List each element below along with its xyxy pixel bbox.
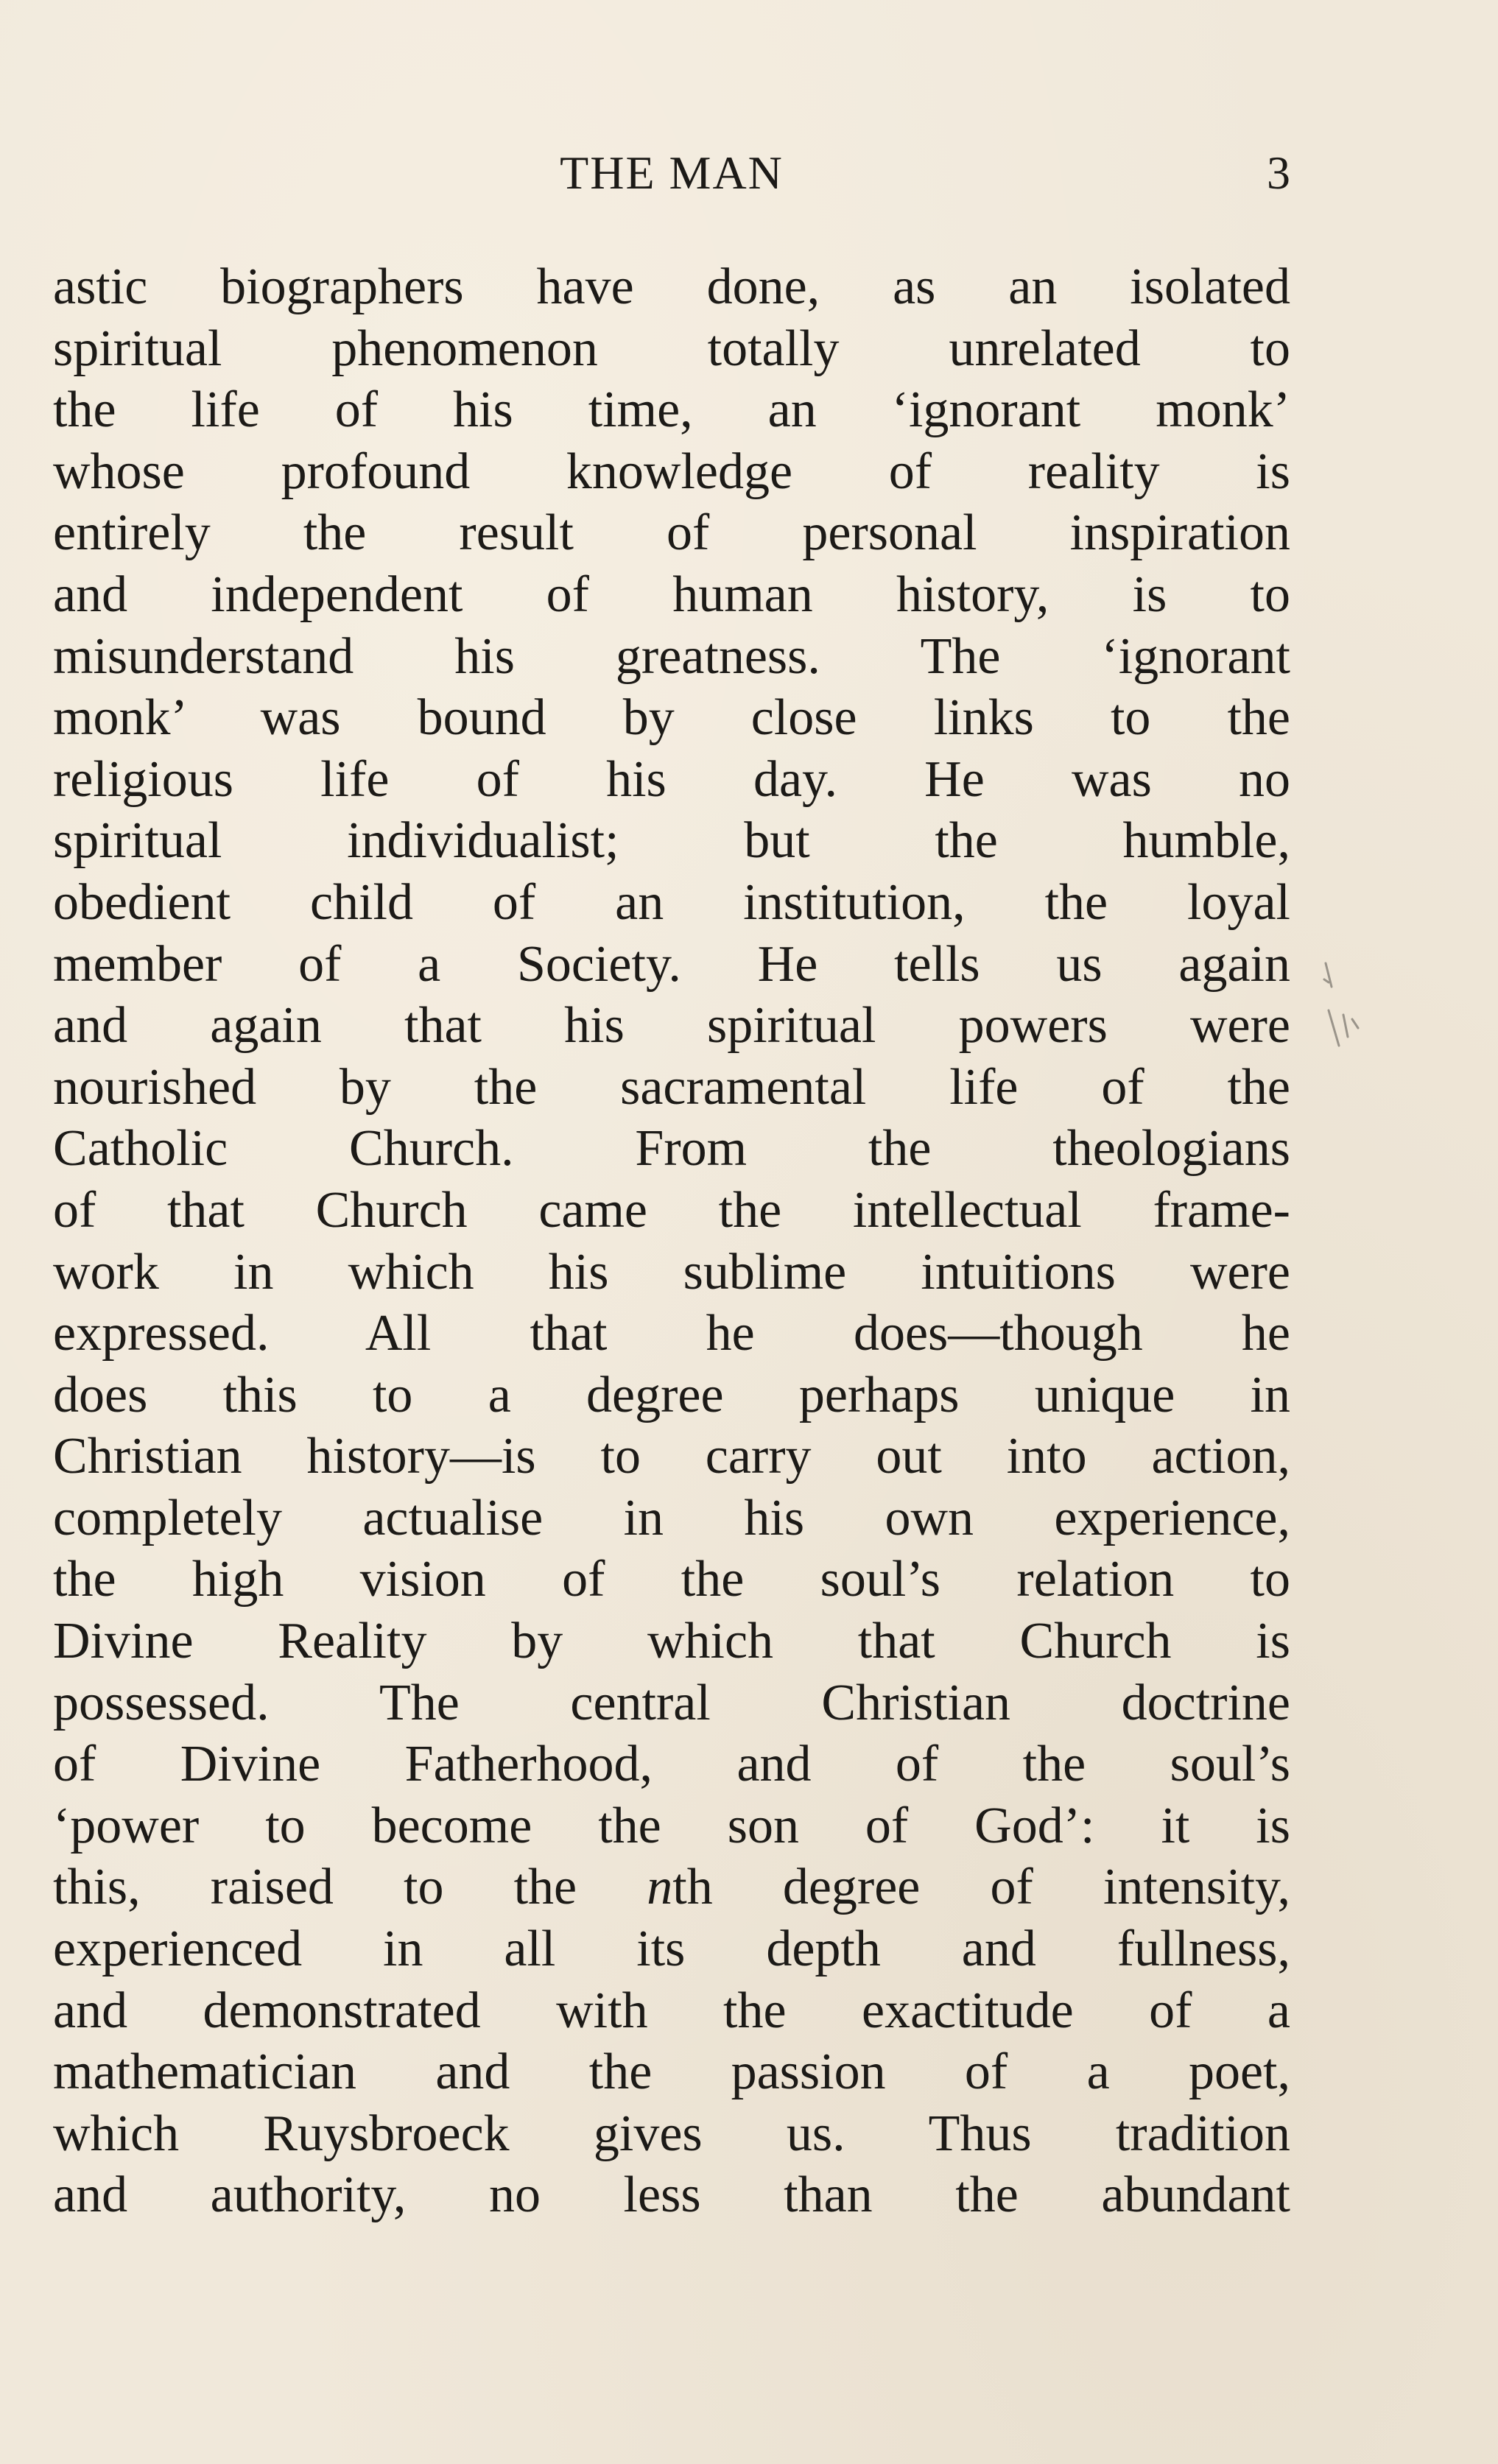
text-line-31: which Ruysbroeck gives us. Thus tradition	[53, 2105, 1290, 2162]
margin-pencil-mark	[1318, 957, 1399, 1060]
running-title: THE MAN	[560, 147, 784, 199]
text-line-23: Divine Reality by which that Church is	[53, 1613, 1290, 1670]
text-line-8: monk’ was bound by close links to the	[53, 689, 1290, 747]
text-line-6: and independent of human history, is to	[53, 566, 1290, 623]
italic-n: n	[647, 1859, 673, 1916]
text-line-13: and again that his spiritual powers were	[53, 997, 1290, 1055]
text-line-25: of Divine Fatherhood, and of the soul’s	[53, 1736, 1290, 1793]
text-line-26: ‘power to become the son of God’: it is	[53, 1797, 1290, 1854]
text-line-5: entirely the result of personal inspiration	[53, 504, 1290, 562]
text-line-4: whose profound knowledge of reality is	[53, 443, 1290, 500]
text-line-2: spiritual phenomenon totally unrelated to	[53, 320, 1290, 377]
text-line-29: and demonstrated with the exactitude of a	[53, 1982, 1290, 2039]
text-line-19: does this to a degree perhaps unique in	[53, 1366, 1290, 1423]
text-line-3: the life of his time, an ‘ignorant monk’	[53, 381, 1290, 439]
text-line-24: possessed. The central Christian doctrine	[53, 1674, 1290, 1731]
text-line-30: mathematician and the passion of a poet,	[53, 2044, 1290, 2101]
text-line-28: experienced in all its depth and fullness,	[53, 1921, 1290, 1978]
text-line-27-start: this, raised to the	[53, 1859, 577, 1916]
text-line-1: astic biographers have done, as an isolated	[53, 258, 1290, 315]
text-line-12: member of a Society. He tells us again	[53, 935, 1290, 993]
text-line-14: nourished by the sacramental life of the	[53, 1058, 1290, 1116]
text-line-15: Catholic Church. From the theologians	[53, 1120, 1290, 1178]
text-line-7: misunderstand his greatness. The ‘ignorant	[53, 627, 1290, 685]
text-line-21: completely actualise in his own experience,	[53, 1489, 1290, 1546]
text-line-20: Christian history—is to carry out into action,	[53, 1428, 1290, 1485]
text-line-16: of that Church came the intellectual frame-	[53, 1181, 1290, 1239]
text-line-9: religious life of his day. He was no	[53, 750, 1290, 808]
running-head	[53, 140, 1290, 206]
page-number: 3	[1267, 147, 1290, 199]
text-line-27-end: th degree of intensity,	[672, 1859, 1291, 1916]
body-text	[53, 256, 1290, 2226]
text-line-18: expressed. All that he does—though he	[53, 1305, 1290, 1362]
text-line-32: and authority, no less than the abundant	[53, 2166, 1290, 2224]
text-line-27	[53, 1856, 1290, 1918]
text-line-22: the high vision of the soul’s relation to	[53, 1551, 1290, 1608]
text-line-11: obedient child of an institution, the loyal	[53, 873, 1290, 931]
text-line-17: work in which his sublime intuitions were	[53, 1243, 1290, 1300]
text-line-10: spiritual individualist; but the humble,	[53, 812, 1290, 870]
